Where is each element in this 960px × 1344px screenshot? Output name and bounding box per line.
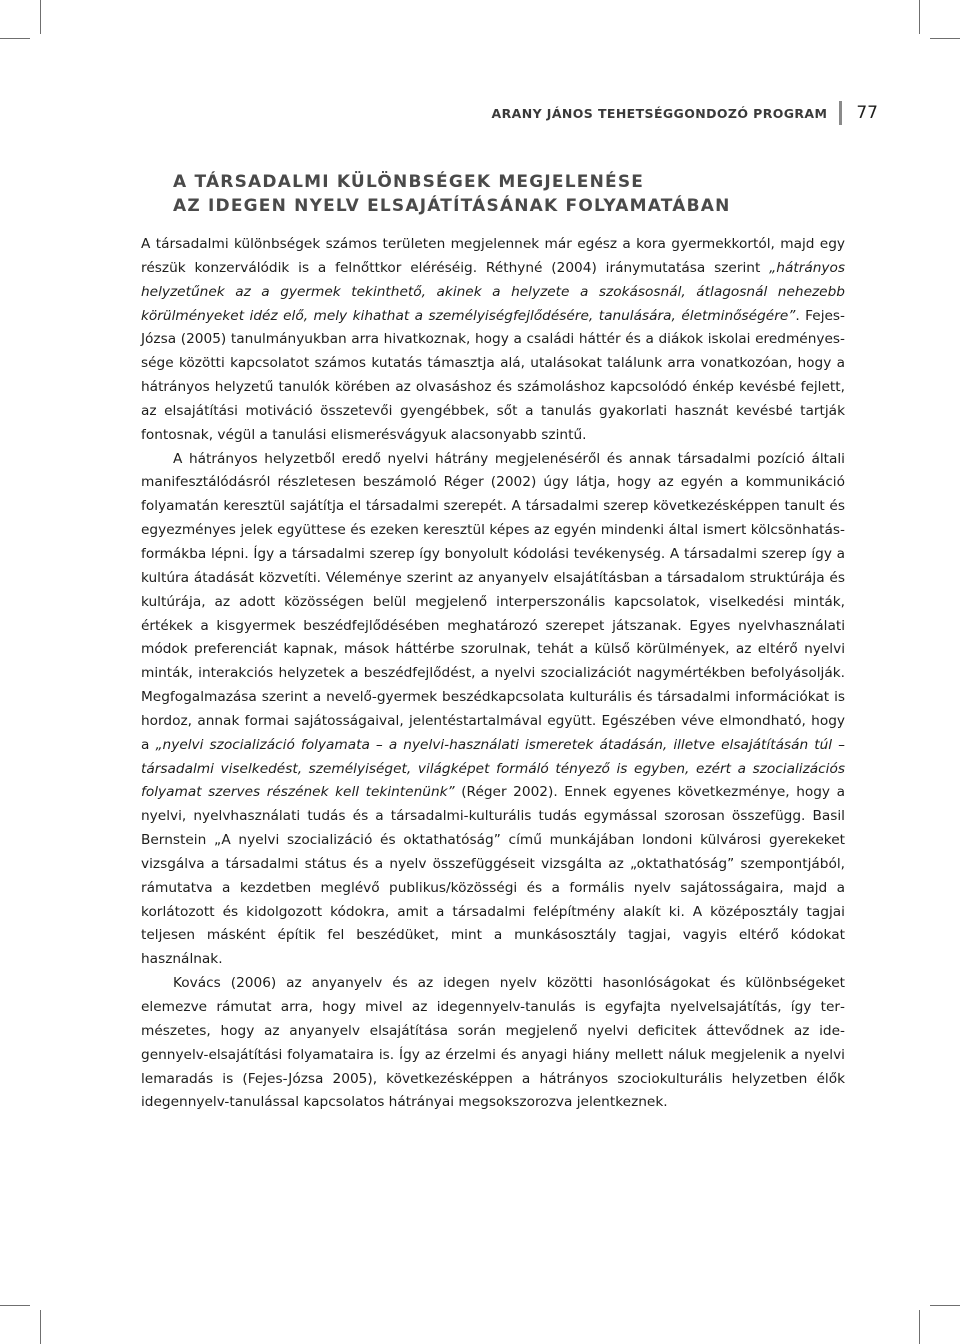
body-text xyxy=(141,233,845,1115)
crop-mark-bottom-right-v xyxy=(919,1310,920,1344)
paragraph-1-quote: „hátrányos helyzetűnek az a gyermek tekinthető, akinek a helyzete a szokásosnál, átlagosnál nehezebb körülményeket idéz elő, mely kihathat a személyiségfejlődésére, tanulására, életminőségére” xyxy=(141,259,845,324)
crop-mark-top-left-v xyxy=(40,0,41,34)
section-title-line-1: A TÁRSADALMI KÜLÖNBSÉGEK MEGJELENÉSE xyxy=(173,172,645,192)
paragraph-2-quote: „nyelvi szocializáció folyamata – a nyelvi-használati ismeretek átadásán, illetve elsajátításán túl – társadalmi viselkedést, személyiséget, világképet formáló tényező is egyben, ezért a szocializációs folyamat szerves részének kell tekintenünk” xyxy=(141,736,845,801)
section-title-line-2: AZ IDEGEN NYELV ELSAJÁTÍTÁSÁNAK FOLYAMATÁBAN xyxy=(173,196,731,216)
paragraph-2-text-a: A hátrányos helyzetből eredő nyelvi hátrány megjelenéséről és annak társadalmi pozíció általi manifesztálódásról részletesen beszámoló Réger (2002) úgy látja, hogy az egyén a kommunikáció folyamatán keresztül sajátítja el társadalmi szerepét. A társadalmi szerep következésképpen tanult és egyezményes jelek együttese és ezeken keresztül képes az egyén mindenki által ismert kölcsönhatás-formákba lépni. Így a társadalmi szerep így bonyolult kódolási tevékenység. A társadalmi szerep így a kultúra átadását közvetíti. Véleménye szerint az anyanyelv elsajátításban a társadalom struktúrája és kultúrája, az adott közösségen belül megjelenő interperszonális kapcsolatok, viselkedési minták, értékek a kisgyermek beszédfejlődésében meghatározó szerepet játszanak. Egyes nyelvhasználati módok preferenciát kapnak, mások háttérbe szorulnak, tehát a külső körülmények, az eltérő nyelvi minták, interakciós helyzetek a beszédfejlődést, a nyelvi szocializációt nagymértékben befolyásolják. Megfogalmazása szerint a nevelő-gyermek beszédkapcsolata kulturális és társadalmi információkat is hordoz, annak formai sajátosságaival, jelentéstartalmával együtt. Egészében véve elmondható, hogy a xyxy=(141,450,845,753)
section-title xyxy=(173,170,731,218)
crop-mark-top-right-v xyxy=(919,0,920,34)
crop-mark-bottom-left-h xyxy=(0,1305,30,1306)
header-divider xyxy=(839,101,842,125)
paragraph-1-text-a: A társadalmi különbségek számos területen megjelennek már egész a kora gyermekkortól, majd egy részük konzerválódik is a felnőttkor eléréséig. Réthyné (2004) iránymutatása szerint xyxy=(141,236,845,276)
paragraph-2-text-b: (Réger 2002). Ennek egyenes következménye, hogy a nyelvi, nyelvhasználati tudás és a társadalmi-kulturális tudás egymással szorosan összefügg. Basil Bernstein „A nyelvi szocializáció és oktathatóság” című munkájában londoni külvárosi gyerekeket vizsgálva a társadalmi státus és a nyelv összefüggéseit vizsgálta az „oktathatóság” szempontjából, rámutatva a kezdetben meglévő publikus/közösségi és a formális nyelv sajátosságaira, majd a korlátozott és kidolgozott kódokra, amit a társadalmi felépítmény alakít ki. A középosztály tagjai teljesen másként építik fel beszédüket, mint a munkásosztály tagjai, vagyis eltérő kódokat használnak. xyxy=(141,784,845,968)
crop-mark-top-right-h xyxy=(930,38,960,39)
paragraph-2 xyxy=(141,448,845,973)
crop-mark-bottom-right-h xyxy=(930,1305,960,1306)
page-header xyxy=(492,100,878,126)
crop-mark-bottom-left-v xyxy=(40,1310,41,1344)
crop-mark-top-left-h xyxy=(0,38,30,39)
page-number: 77 xyxy=(856,103,878,123)
paragraph-1-text-b: . Fejes-Józsa (2005) tanulmányukban arra hivatkoznak, hogy a családi háttér és a diákok iskolai eredményessége közötti kapcsolatot számos kutatás támasztja alá, utalásokat találunk arra vonatkozóan, hogy a hátrányos helyzetű tanulók körében az olvasáshoz és számoláshoz kapcsolódó énkép kevésbé fejlett, az elsajátítási motiváció összetevői gyengébbek, sőt a tanulás gyakorlati hasznát kevésbé tartják fontosnak, végül a tanulási elismerésvágyuk alacsonyabb szintű. xyxy=(141,307,845,443)
paragraph-1 xyxy=(141,233,845,448)
paragraph-3: Kovács (2006) az anyanyelv és az idegen nyelv közötti hasonlóságokat és különbségeket elemezve rámutat arra, hogy mivel az idegennyelv-tanulás is egyfajta nyelvelsajátítás, így természetes, hogy az anyanyelv elsajátítása során megjelenő nyelvi deficitek áttevődnek az idegennyelv-elsajátítási folyamataira is. Így az érzelmi és anyagi hiány mellett náluk megjelenik a nyelvi lemaradás is (Fejes-Józsa 2005), következésképpen a hátrányos szociokulturális helyzetben élők idegennyelv-tanulással kapcsolatos hátrányai megsokszorozva jelentkeznek. xyxy=(141,975,845,1111)
running-title: ARANY JÁNOS TEHETSÉGGONDOZÓ PROGRAM xyxy=(491,105,828,121)
